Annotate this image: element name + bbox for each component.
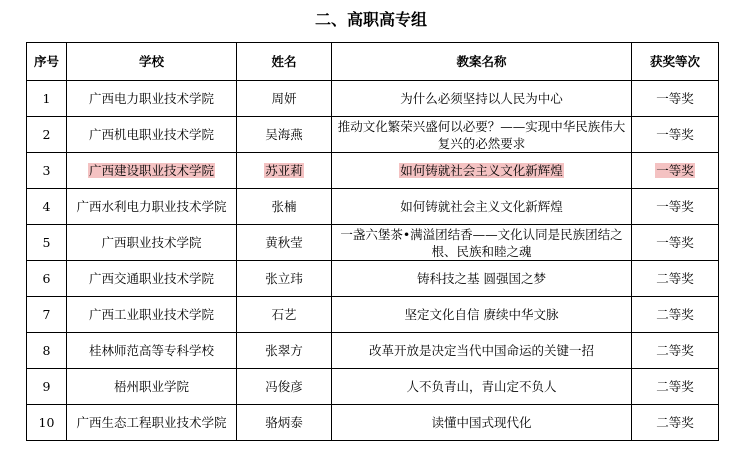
cell-name: 吴海燕 (237, 117, 332, 153)
cell-school: 广西生态工程职业技术学院 (67, 405, 237, 441)
cell-number: 3 (27, 153, 67, 189)
cell-number: 5 (27, 225, 67, 261)
highlighted-text: 苏亚莉 (265, 163, 303, 178)
cell-lesson-title: 读懂中国式现代化 (332, 405, 632, 441)
cell-name: 冯俊彦 (237, 369, 332, 405)
award-table (26, 42, 719, 441)
cell-name: 石艺 (237, 297, 332, 333)
cell-award-level: 一等奖 (632, 189, 719, 225)
cell-lesson-title: 如何铸就社会主义文化新辉煌 (332, 189, 632, 225)
cell-award-level: 二等奖 (632, 369, 719, 405)
cell-school (67, 153, 237, 189)
cell-award-level: 二等奖 (632, 333, 719, 369)
cell-name (237, 153, 332, 189)
cell-number: 1 (27, 81, 67, 117)
cell-lesson-title: 坚定文化自信 赓续中华文脉 (332, 297, 632, 333)
table-row (27, 81, 719, 117)
header-award-level: 获奖等次 (632, 43, 719, 81)
table-row (27, 189, 719, 225)
cell-school: 广西职业技术学院 (67, 225, 237, 261)
cell-school: 广西工业职业技术学院 (67, 297, 237, 333)
highlighted-text: 广西建设职业技术学院 (88, 163, 214, 178)
cell-lesson-title: 推动文化繁荣兴盛何以必要？——实现中华民族伟大复兴的必然要求 (332, 117, 632, 153)
cell-award-level: 二等奖 (632, 297, 719, 333)
cell-name: 张翠方 (237, 333, 332, 369)
table-row (27, 117, 719, 153)
cell-number: 4 (27, 189, 67, 225)
cell-lesson-title: 人不负青山，青山定不负人 (332, 369, 632, 405)
table-row (27, 297, 719, 333)
cell-school: 广西机电职业技术学院 (67, 117, 237, 153)
header-lesson-title: 教案名称 (332, 43, 632, 81)
table-body (27, 81, 719, 441)
cell-name: 张楠 (237, 189, 332, 225)
cell-school: 广西水利电力职业技术学院 (67, 189, 237, 225)
cell-number: 2 (27, 117, 67, 153)
cell-school: 广西交通职业技术学院 (67, 261, 237, 297)
cell-lesson-title: 一盏六堡茶•满溢团结香——文化认同是民族团结之根、民族和睦之魂 (332, 225, 632, 261)
cell-school: 梧州职业学院 (67, 369, 237, 405)
cell-lesson-title: 为什么必须坚持以人民为中心 (332, 81, 632, 117)
cell-school: 广西电力职业技术学院 (67, 81, 237, 117)
cell-award-level: 二等奖 (632, 405, 719, 441)
table-row (27, 369, 719, 405)
table-row (27, 405, 719, 441)
highlighted-text: 一等奖 (656, 163, 694, 178)
table-row (27, 333, 719, 369)
cell-award-level: 一等奖 (632, 117, 719, 153)
cell-number: 7 (27, 297, 67, 333)
table-row (27, 261, 719, 297)
cell-award-level (632, 153, 719, 189)
header-name: 姓名 (237, 43, 332, 81)
cell-school: 桂林师范高等专科学校 (67, 333, 237, 369)
cell-number: 6 (27, 261, 67, 297)
cell-lesson-title: 铸科技之基 圆强国之梦 (332, 261, 632, 297)
highlighted-text: 如何铸就社会主义文化新辉煌 (400, 163, 563, 178)
cell-award-level: 一等奖 (632, 81, 719, 117)
cell-number: 8 (27, 333, 67, 369)
header-school: 学校 (67, 43, 237, 81)
cell-name: 张立玮 (237, 261, 332, 297)
cell-number: 10 (27, 405, 67, 441)
section-title: 二、高职高专组 (314, 10, 427, 29)
cell-award-level: 一等奖 (632, 225, 719, 261)
cell-lesson-title (332, 153, 632, 189)
cell-name: 黄秋莹 (237, 225, 332, 261)
cell-lesson-title: 改革开放是决定当代中国命运的关键一招 (332, 333, 632, 369)
header-row (27, 43, 719, 81)
table-row (27, 153, 719, 189)
cell-award-level: 二等奖 (632, 261, 719, 297)
cell-name: 骆炳泰 (237, 405, 332, 441)
cell-number: 9 (27, 369, 67, 405)
header-number: 序号 (27, 43, 67, 81)
table-row (27, 225, 719, 261)
cell-name: 周妍 (237, 81, 332, 117)
